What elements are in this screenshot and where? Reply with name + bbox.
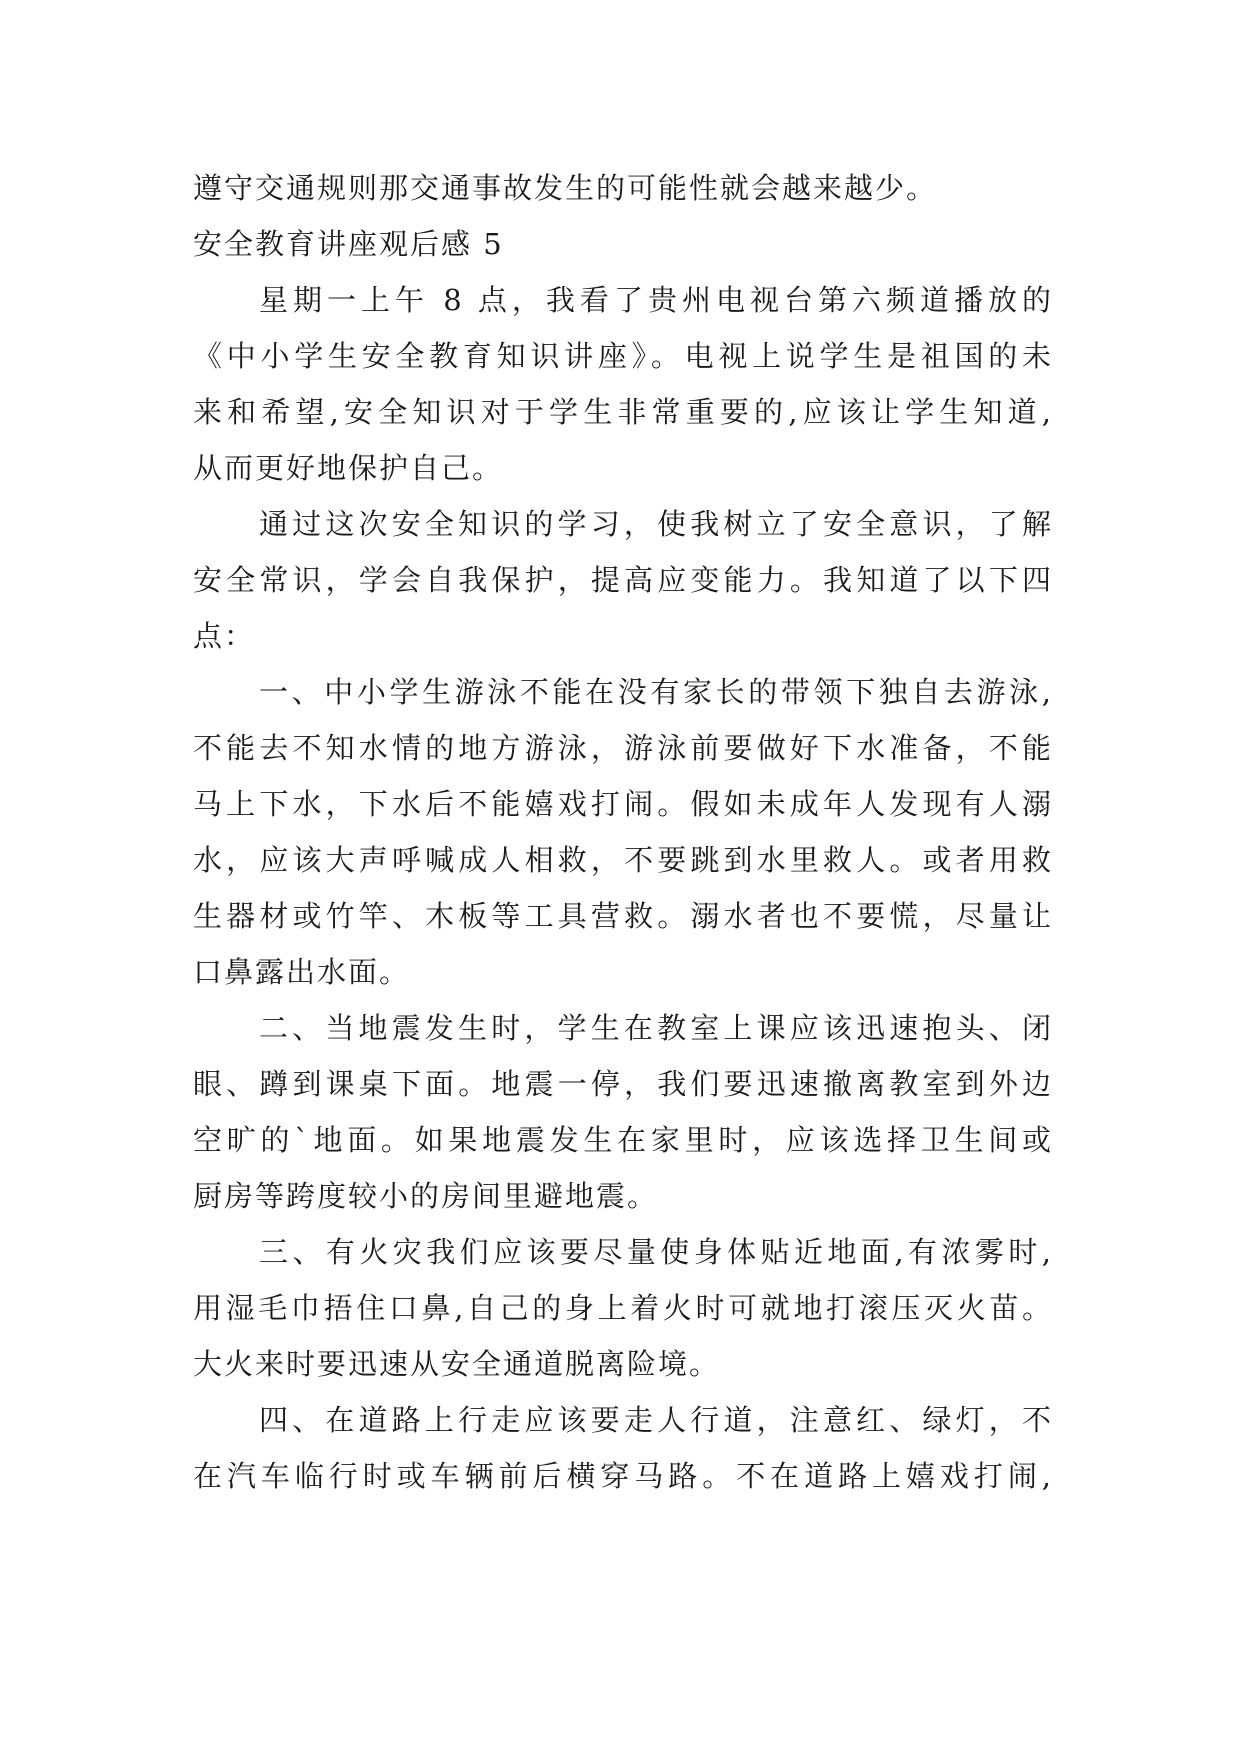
paragraph-line: 生器材或竹竿、木板等工具营救。溺水者也不要慌，尽量让 (193, 899, 1053, 933)
paragraph-line: 不能去不知水情的地方游泳，游泳前要做好下水准备，不能 (193, 731, 1053, 765)
paragraph-line: 四、在道路上行走应该要走人行道，注意红、绿灯，不 (259, 1403, 1053, 1437)
paragraph-line: 安全常识，学会自我保护，提高应变能力。我知道了以下四 (193, 563, 1053, 597)
section-heading: 安全教育讲座观后感 5 (193, 227, 504, 261)
paragraph-line: 空旷的`地面。如果地震发生在家里时，应该选择卫生间或 (193, 1123, 1053, 1157)
paragraph-line: 眼、蹲到课桌下面。地震一停，我们要迅速撤离教室到外边 (193, 1067, 1053, 1101)
paragraph-line: 在汽车临行时或车辆前后横穿马路。不在道路上嬉戏打闹, (193, 1459, 1053, 1493)
paragraph-line: 通过这次安全知识的学习，使我树立了安全意识，了解 (259, 507, 1053, 541)
paragraph-line: 水，应该大声呼喊成人相救，不要跳到水里救人。或者用救 (193, 843, 1053, 877)
paragraph-1 (193, 272, 1053, 496)
paragraph-line: 三、有火灾我们应该要尽量使身体贴近地面,有浓雾时, (259, 1235, 1053, 1269)
paragraph-line: 来和希望,安全知识对于学生非常重要的,应该让学生知道, (193, 395, 1053, 429)
paragraph-line: 二、当地震发生时，学生在教室上课应该迅速抱头、闭 (259, 1011, 1053, 1045)
paragraph-line: 厨房等跨度较小的房间里避地震。 (193, 1179, 659, 1213)
paragraph-line: 《中小学生安全教育知识讲座》。电视上说学生是祖国的未 (193, 339, 1053, 373)
paragraph-5 (193, 1224, 1053, 1392)
paragraph-line: 星期一上午 8 点，我看了贵州电视台第六频道播放的 (259, 283, 1053, 317)
paragraph-3 (193, 664, 1053, 1000)
paragraph-line: 点： (193, 619, 256, 653)
paragraph-line: 口鼻露出水面。 (193, 955, 411, 989)
paragraph-line: 马上下水，下水后不能嬉戏打闹。假如未成年人发现有人溺 (193, 787, 1053, 821)
document-body (193, 160, 1053, 1504)
paragraph-line: 从而更好地保护自己。 (193, 451, 504, 485)
paragraph-2 (193, 496, 1053, 664)
paragraph-6 (193, 1392, 1053, 1504)
paragraph-line: 一、中小学生游泳不能在没有家长的带领下独自去游泳, (259, 675, 1053, 709)
intro-line: 遵守交通规则那交通事故发生的可能性就会越来越少。 (193, 171, 938, 205)
paragraph-line: 大火来时要迅速从安全通道脱离险境。 (193, 1347, 721, 1381)
paragraph-4 (193, 1000, 1053, 1224)
paragraph-line: 用湿毛巾捂住口鼻,自己的身上着火时可就地打滚压灭火苗。 (193, 1291, 1053, 1325)
